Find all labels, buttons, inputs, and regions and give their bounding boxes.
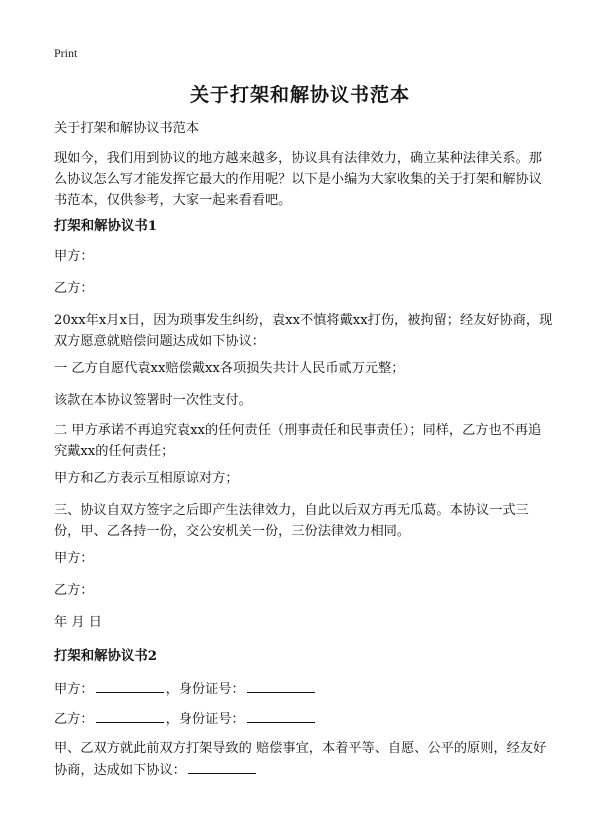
section1-heading: 打架和解协议书1 — [54, 218, 158, 234]
section1-item-2: 二 甲方承诺不再追究袁xx的任何责任（刑事责任和民事责任）；同样，乙方也不再追究戴xx的任何责任； — [54, 423, 542, 459]
party-a-id-blank — [247, 678, 315, 693]
party-b-id-blank — [247, 708, 315, 723]
section1-item-1-note: 该款在本协议签署时一次性支付。 — [54, 393, 252, 408]
print-link[interactable]: Print — [54, 46, 78, 60]
section1-item-3: 三、协议自双方签字之后即产生法律效力，自此以后双方再无瓜葛。本协议一式三份，甲、乙各持一份，交公安机关一份，三份法律效力相同。 — [54, 503, 529, 539]
section2-party-b-id-label: ，身份证号： — [165, 712, 245, 727]
section1-sign-party-b: 乙方： — [54, 583, 94, 598]
document-title: 关于打架和解协议书范本 — [189, 84, 410, 106]
section1-date: 年 月 日 — [54, 615, 102, 630]
section1-sign-party-a: 甲方： — [54, 551, 94, 566]
section2-party-a-label: 甲方： — [54, 682, 94, 697]
section2-party-b-label: 乙方： — [54, 712, 94, 727]
section2-agreement-paragraph — [54, 738, 554, 781]
document-subtitle: 关于打架和解协议书范本 — [54, 121, 200, 136]
section2-party-b-line — [54, 708, 554, 730]
section2-heading: 打架和解协议书2 — [54, 648, 158, 664]
section1-party-a: 甲方： — [54, 249, 94, 264]
section1-party-b: 乙方： — [54, 281, 94, 296]
party-a-name-blank — [96, 678, 164, 693]
section1-item-1: 一 乙方自愿代袁xx赔偿戴xx各项损失共计人民币贰万元整； — [54, 361, 405, 376]
section2-party-a-line — [54, 678, 554, 700]
agreement-blank — [188, 759, 256, 774]
section1-incident-paragraph: 20xx年x月x日，因为琐事发生纠纷，袁xx不慎将戴xx打伤，被拘留；经友好协商，现双方愿意就赔偿问题达成如下协议： — [54, 313, 553, 349]
section2-agreement-text: 甲、乙双方就此前双方打架导致的 赔偿事宜，本着平等、自愿、公平的原则，经友好协商，达成如下协议： — [54, 741, 547, 778]
section1-item-2-note: 甲方和乙方表示互相原谅对方； — [54, 471, 239, 486]
section2-party-a-id-label: ，身份证号： — [165, 682, 245, 697]
intro-paragraph: 现如今，我们用到协议的地方越来越多，协议具有法律效力，确立某种法律关系。那么协议怎么写才能发挥它最大的作用呢？以下是小编为大家收集的关于打架和解协议书范本，仅供参考，大家一起来看看吧。 — [54, 151, 542, 208]
party-b-name-blank — [96, 708, 164, 723]
